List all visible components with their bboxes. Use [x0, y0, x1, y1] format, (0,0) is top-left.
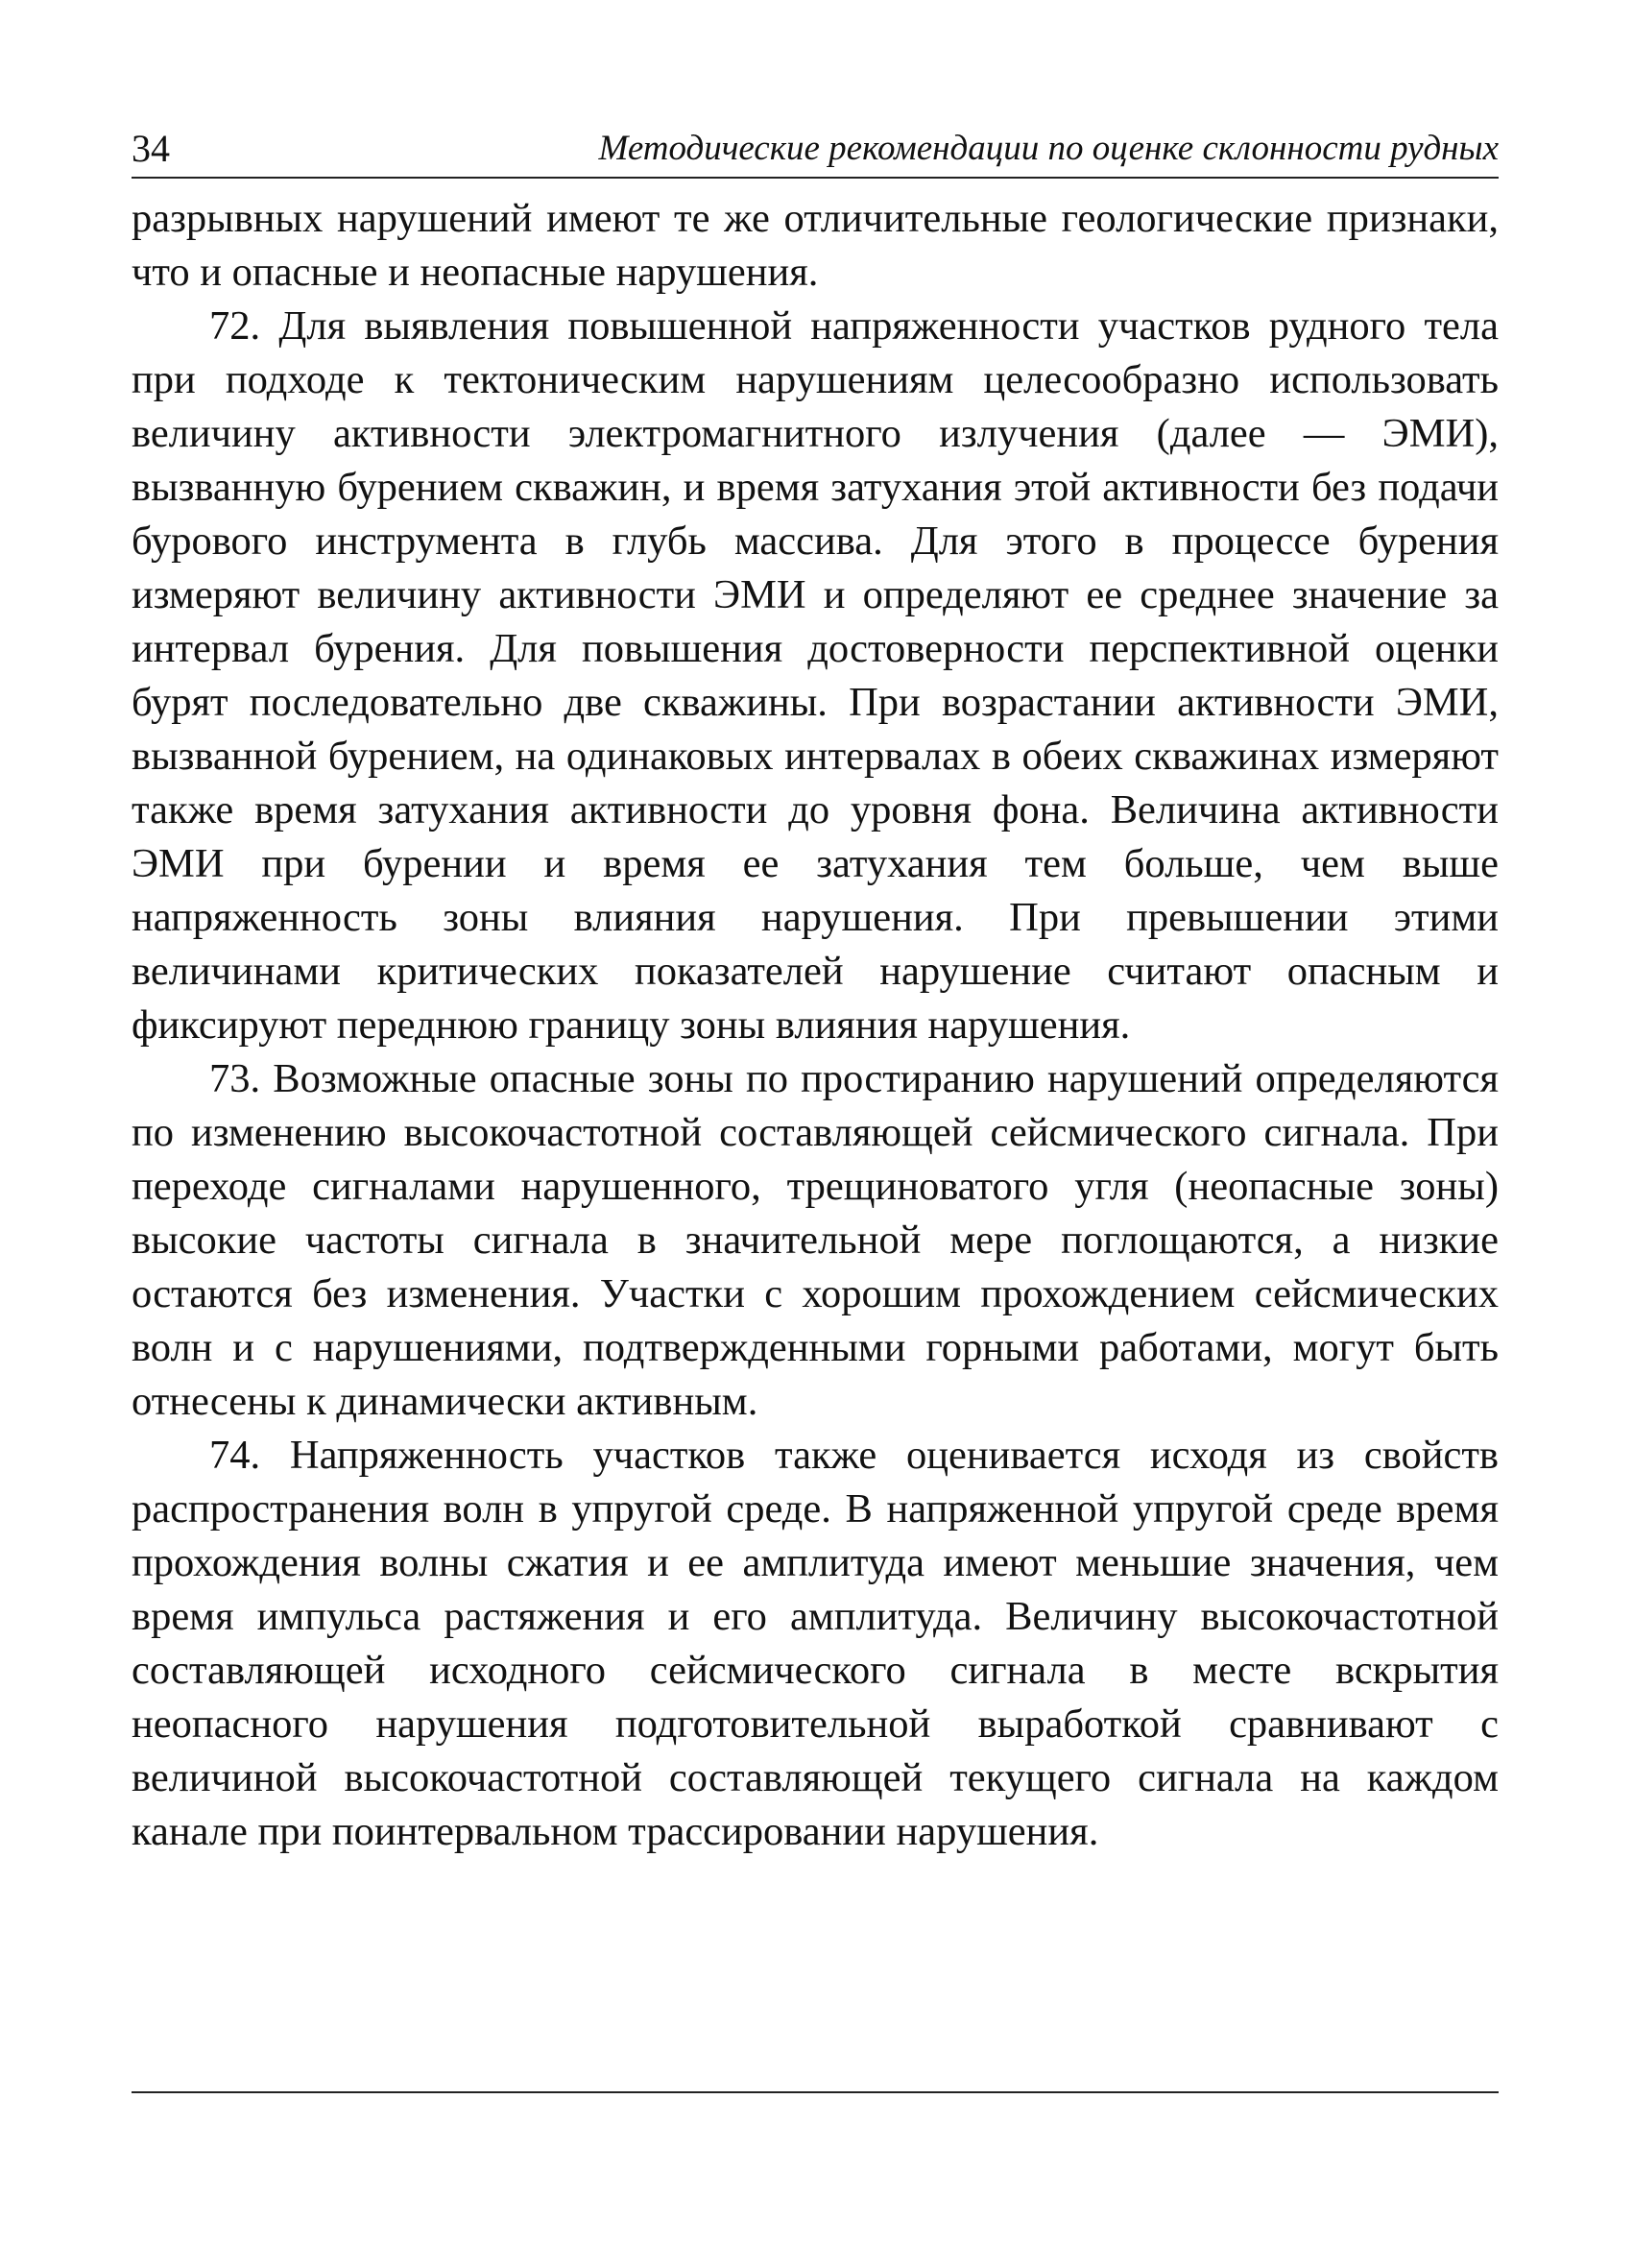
page-number: 34	[132, 127, 170, 170]
paragraph-73: 73. Возможные опасные зоны по простиранию нарушений определяются по изменению высокочастотной составляющей сейсмического сигнала. При переходе сигналами нарушенного, трещиноватого угля (неопасные зоны) высокие частоты сигнала в значительной мере поглощаются, а низкие остаются без изменения. Участки с хорошим прохождением сейсмических волн и с нарушениями, подтвержденными горными работами, могут быть отнесены к динамически активным.	[132, 1056, 1499, 1424]
footer-divider	[132, 2091, 1499, 2093]
header-divider	[132, 177, 1499, 179]
page-header	[132, 120, 1499, 178]
paragraph-continuation: разрывных нарушений имеют те же отличительные геологические признаки, что и опасные и неопасные нарушения.	[132, 196, 1499, 295]
running-title: Методические рекомендации по оценке склонности рудных	[598, 129, 1499, 168]
body-text	[132, 192, 1499, 1859]
paragraph-72: 72. Для выявления повышенной напряженности участков рудного тела при подходе к тектоническим нарушениям целесообразно использовать величину активности электромагнитного излучения (далее — ЭМИ), вызванную бурением скважин, и время затухания этой активности без подачи бурового инструмента в глубь массива. Для этого в процессе бурения измеряют величину активности ЭМИ и определяют ее среднее значение за интервал бурения. Для повышения достоверности перспективной оценки бурят последовательно две скважины. При возрастании активности ЭМИ, вызванной бурением, на одинаковых интервалах в обеих скважинах измеряют также время затухания активности до уровня фона. Величина активности ЭМИ при бурении и время ее затухания тем больше, чем выше напряженность зоны влияния нарушения. При превышении этими величинами критических показателей нарушение считают опасным и фиксируют переднюю границу зоны влияния нарушения.	[132, 303, 1499, 1048]
paragraph-74: 74. Напряженность участков также оценивается исходя из свойств распространения волн в упругой среде. В напряженной упругой среде время прохождения волны сжатия и ее амплитуда имеют меньшие значения, чем время импульса растяжения и его амплитуда. Величину высокочастотной составляющей исходного сейсмического сигнала в месте вскрытия неопасного нарушения подготовительной выработкой сравнивают с величиной высокочастотной составляющей текущего сигнала на каждом канале при поинтервальном трассировании нарушения.	[132, 1433, 1499, 1854]
